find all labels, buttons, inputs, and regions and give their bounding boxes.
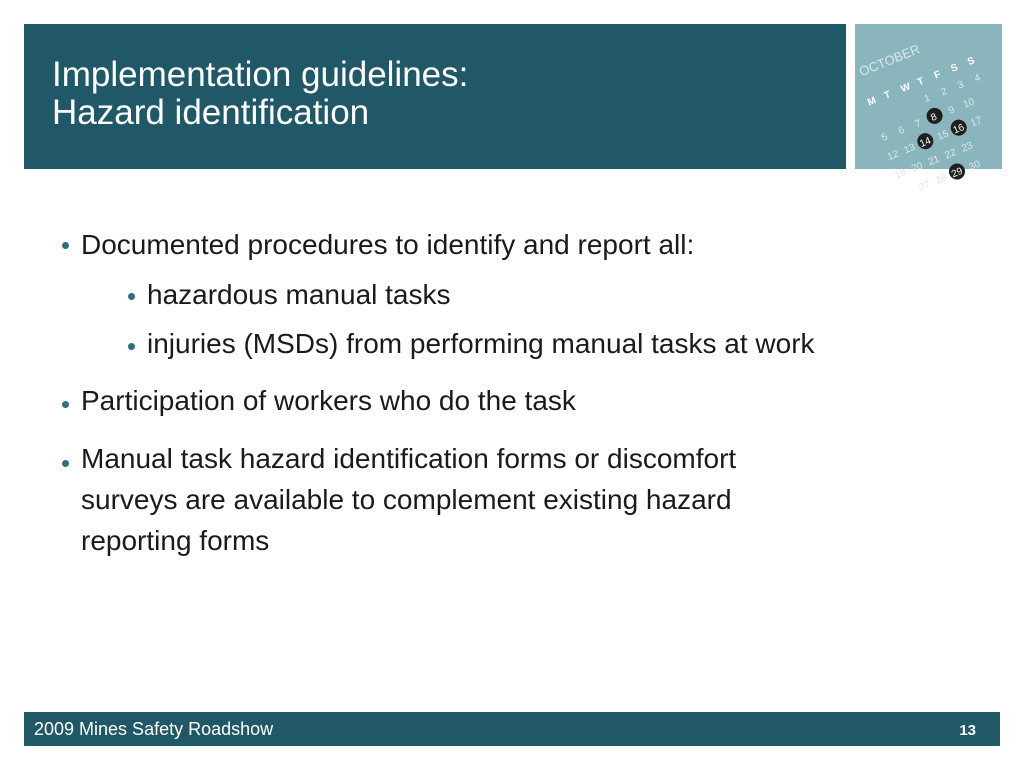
calendar-day: 12 [885, 148, 901, 164]
calendar-day: 19 [893, 167, 908, 182]
calendar-day: 7 [913, 117, 923, 131]
calendar-weekday: M [865, 95, 878, 109]
calendar-day: 3 [956, 79, 966, 92]
calendar-day: 30 [967, 158, 982, 174]
calendar-day: 20 [910, 160, 925, 175]
calendar-day-highlighted: 14 [918, 135, 933, 150]
bullet-item: Documented procedures to identify and report all: [81, 229, 695, 260]
calendar-day: 5 [880, 131, 890, 144]
bullet-dot [62, 401, 69, 408]
footer-label: 2009 Mines Safety Roadshow [34, 719, 274, 739]
calendar-day: 13 [902, 141, 917, 157]
sub-bullet-dot [128, 343, 135, 350]
calendar-day: 2 [939, 85, 949, 99]
calendar-day: 21 [926, 153, 942, 169]
calendar-day: 6 [896, 124, 907, 137]
calendar-weekday: S [949, 62, 960, 75]
calendar-day-highlighted: 8 [929, 111, 939, 124]
calendar-day-highlighted: 29 [949, 165, 965, 181]
calendar-weekday: T [916, 75, 926, 89]
calendar-day: 22 [943, 146, 958, 162]
slide-title-line-2: Hazard identification [52, 93, 370, 132]
calendar-day: 4 [972, 72, 983, 85]
calendar-day-highlighted: 16 [951, 122, 967, 137]
calendar-weekday: S [966, 55, 977, 69]
bullet-item-line: surveys are available to complement existing hazard [81, 484, 732, 515]
bullet-item: Participation of workers who do the task [81, 385, 576, 416]
calendar-day: 9 [946, 104, 957, 117]
slide-footer [24, 712, 1000, 746]
page-number: 13 [959, 722, 976, 739]
calendar-day: 1 [922, 92, 933, 105]
calendar-day: 28 [934, 172, 949, 187]
bullet-dot [62, 460, 69, 467]
sub-bullet-item: hazardous manual tasks [147, 279, 451, 310]
calendar-day: 15 [935, 128, 951, 143]
bullet-dot [62, 242, 69, 249]
calendar-weekday: W [899, 81, 913, 96]
calendar-day: 17 [969, 114, 984, 130]
calendar-weekday: F [932, 69, 943, 82]
sub-bullet-dot [128, 293, 135, 300]
calendar-day: 23 [960, 140, 975, 155]
calendar-weekday: T [882, 89, 893, 102]
bullet-item-line: Manual task hazard identification forms or discomfort [81, 443, 737, 474]
calendar-month: OCTOBER [856, 41, 922, 80]
sub-bullet-item: injuries (MSDs) from performing manual tasks at work [147, 328, 815, 359]
bullet-item-line: reporting forms [81, 525, 270, 556]
slide-title-line-1: Implementation guidelines: [52, 55, 469, 94]
calendar-day: 27 [917, 179, 932, 194]
calendar-day: 10 [961, 96, 977, 111]
